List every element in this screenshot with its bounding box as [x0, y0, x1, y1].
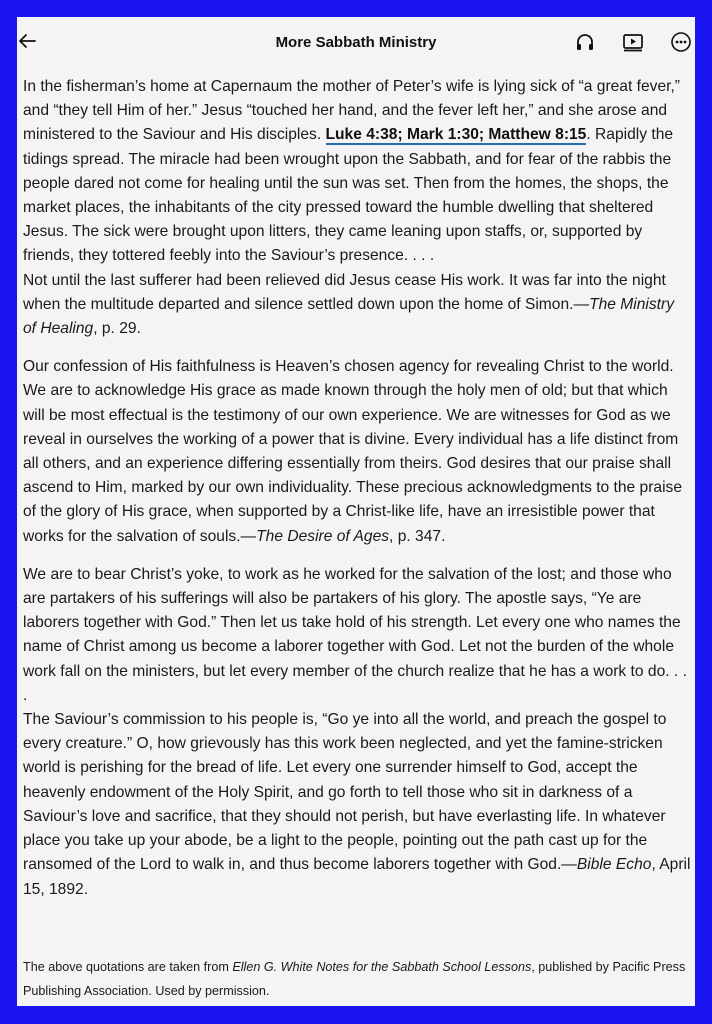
source-title: Bible Echo: [576, 856, 652, 874]
back-arrow-icon[interactable]: [17, 30, 39, 52]
paragraph-text: Our confession of His faithfulness is Heaven’s chosen agency for revealing Christ to the world. We are to acknowledge His grace as made known through the holy men of old; but that which will be most effectual is the testimony of our own experience. We are witnesses for God as we reveal in ourselves the working of a power that is divine. Every individual has a life distinct from all others, and an experience differing essentially from theirs. God desires that our praise shall ascend to Him, marked by our own individuality. These precious acknowledgments to the praise of the glory of His grace, when supported by a Christ-like life, have an irresistible power that works for the salvation of souls.—: [23, 358, 683, 545]
source-title: The Ministry of Healing: [23, 295, 674, 338]
permission-footer: [23, 955, 691, 1003]
page-title: More Sabbath Ministry: [275, 33, 437, 51]
paragraph-text: In the fisherman’s home at Capernaum the mother of Peter’s wife is lying sick of “a great fever,” and “they tell Him of her.” Jesus “touched her hand, and the fever left her,” and she arose and ministered to the Saviour and His disciples.: [23, 78, 680, 144]
footer-text: The above quotations are taken from: [23, 960, 233, 974]
paragraph-desire-of-ages: [23, 355, 691, 549]
more-options-icon[interactable]: [669, 30, 693, 54]
paragraph-text: Not until the last sufferer had been relieved did Jesus cease His work. It was far into the night when the multitude departed and silence settled down upon the home of Simon.—: [23, 271, 666, 313]
paragraph-bible-echo: [23, 563, 691, 902]
paragraph-text: . Rapidly the tidings spread. The miracle had been wrought upon the Sabbath, and for fear of the rabbis the people dared not come for healing until the sun was set. Then from the homes, the shops, the market places, the inhabitants of the city pressed toward the humble dwelling that sheltered Jesus. The sick were brought upon litters, they came leaning upon staffs, or, supported by friends, they tottered feebly into the Saviour’s presence. . . .: [23, 126, 674, 265]
headphones-icon[interactable]: [573, 30, 597, 54]
play-video-icon[interactable]: [621, 30, 645, 54]
top-bar: [17, 17, 695, 67]
paragraph-ministry-of-healing: [23, 75, 691, 341]
toolbar-icons: [573, 30, 693, 54]
source-date: , April 15, 1892.: [23, 856, 691, 898]
footer-source-title: Ellen G. White Notes for the Sabbath School Lessons: [232, 960, 532, 974]
paragraph-text: The Saviour’s commission to his people is, “Go ye into all the world, and preach the gospel to every creature.” O, how grievously has this work been neglected, and yet the famine-stricken world is perishing for the bread of life. Let every one surrender himself to God, accept the heavenly endowment of the Holy Spirit, and go forth to tell those who sit in darkness of a Saviour’s love and sacrifice, that they should not perish, but have everlasting life. In whatever place you take up your abode, be a light to the people, pointing out the path cast up for the ransomed of the Lord to walk in, and thus become laborers together with God.—: [23, 711, 667, 874]
footer-text: , published by Pacific Press Publishing Association. Used by permission.: [23, 960, 686, 998]
paragraph-text: We are to bear Christ’s yoke, to work as he worked for the salvation of the lost; and those who are partakers of his sufferings will also be partakers of his glory. The apostle says, “Ye are laborers together with God.” Then let us take hold of his strength. Let every one who names the name of Christ among us become a laborer together with God. Let not the burden of the whole work fall on the ministers, but let every member of the church realize that he has a work to do. . . .: [23, 565, 687, 704]
reader-frame: [17, 17, 695, 1006]
source-page: , p. 29.: [93, 320, 141, 338]
source-title: The Desire of Ages: [256, 527, 390, 545]
source-page: , p. 347.: [389, 527, 446, 545]
lesson-content: [23, 75, 691, 916]
scripture-reference-link[interactable]: Luke 4:38; Mark 1:30; Matthew 8:15: [325, 126, 587, 144]
